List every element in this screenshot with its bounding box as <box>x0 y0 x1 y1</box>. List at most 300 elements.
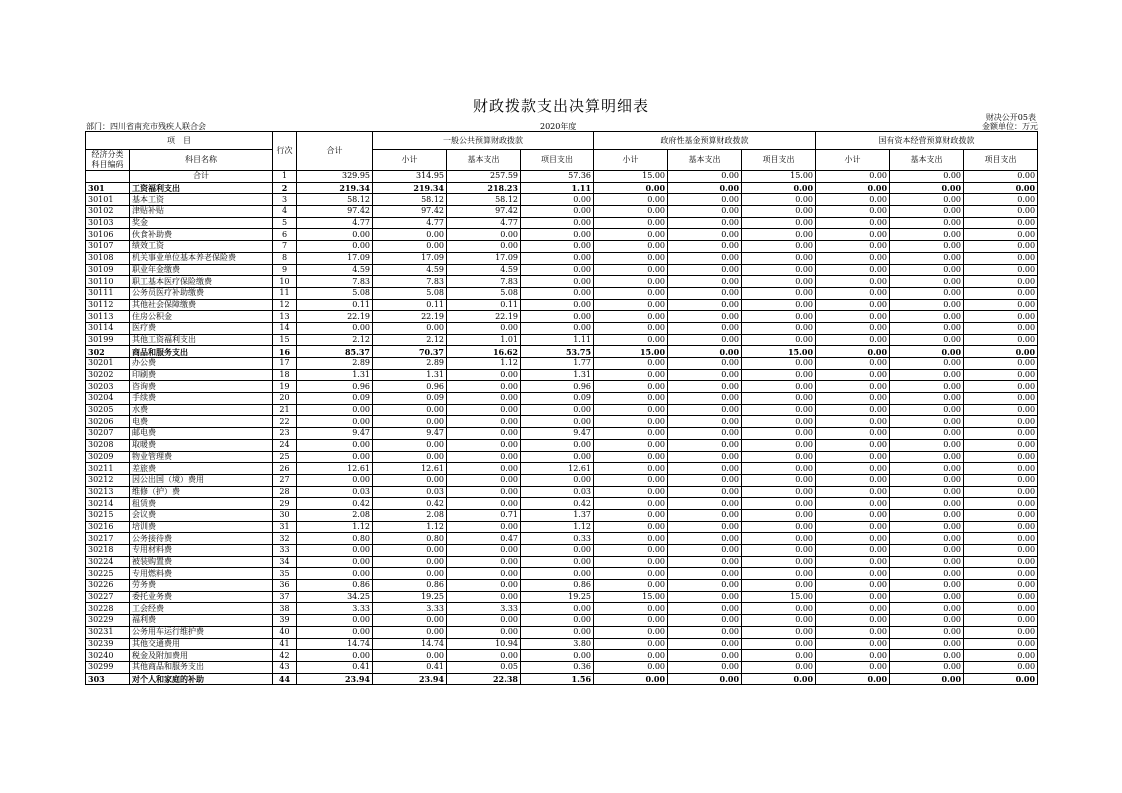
row-value: 0.00 <box>964 287 1038 299</box>
row-value: 0.00 <box>890 334 964 346</box>
row-value: 0.00 <box>447 369 521 381</box>
row-value: 0.00 <box>297 404 373 416</box>
row-value: 0.00 <box>447 591 521 603</box>
row-value: 12.61 <box>521 463 594 475</box>
row-value: 0.00 <box>964 416 1038 428</box>
row-value: 0.00 <box>447 568 521 580</box>
row-code: 30299 <box>86 661 130 673</box>
row-name: 委托业务费 <box>130 591 273 603</box>
header-fund-budget: 政府性基金预算财政拨款 <box>594 132 816 150</box>
row-value: 0.00 <box>742 650 816 662</box>
row-value: 0.00 <box>447 498 521 510</box>
row-value: 0.00 <box>521 217 594 229</box>
row-value: 0.00 <box>964 346 1038 358</box>
row-name: 福利费 <box>130 615 273 627</box>
row-value: 0.00 <box>890 276 964 288</box>
row-value: 17.09 <box>297 252 373 264</box>
row-value: 0.00 <box>964 568 1038 580</box>
row-value: 0.00 <box>890 591 964 603</box>
row-value: 0.00 <box>447 241 521 253</box>
row-value: 0.00 <box>964 439 1038 451</box>
table-row <box>86 474 1038 486</box>
row-value: 0.00 <box>297 568 373 580</box>
row-value: 0.00 <box>594 498 668 510</box>
row-value: 1.12 <box>521 521 594 533</box>
row-name: 工会经费 <box>130 603 273 615</box>
row-value: 97.42 <box>447 206 521 218</box>
row-name: 津贴补贴 <box>130 206 273 218</box>
row-value: 0.00 <box>964 404 1038 416</box>
row-value: 0.00 <box>594 474 668 486</box>
header-fund-subtotal: 小计 <box>594 150 668 171</box>
row-value: 0.00 <box>297 556 373 568</box>
row-name: 因公出国（境）费用 <box>130 474 273 486</box>
row-value: 0.00 <box>521 287 594 299</box>
row-value: 0.00 <box>964 264 1038 276</box>
row-value: 0.00 <box>742 673 816 685</box>
row-value: 16.62 <box>447 346 521 358</box>
row-line: 32 <box>273 533 297 545</box>
row-value: 0.00 <box>297 229 373 241</box>
row-value: 0.00 <box>964 182 1038 194</box>
table-row <box>86 393 1038 405</box>
row-line: 31 <box>273 521 297 533</box>
row-line: 29 <box>273 498 297 510</box>
row-value: 2.89 <box>297 358 373 370</box>
row-value: 1.11 <box>521 182 594 194</box>
row-code: 30204 <box>86 393 130 405</box>
row-value: 4.59 <box>373 264 447 276</box>
row-name: 公务用车运行维护费 <box>130 626 273 638</box>
row-value: 0.00 <box>816 533 890 545</box>
row-value: 0.00 <box>668 556 742 568</box>
row-value: 0.71 <box>447 509 521 521</box>
row-value: 0.00 <box>816 404 890 416</box>
row-value: 0.00 <box>297 416 373 428</box>
header-line: 行次 <box>273 132 297 171</box>
row-value: 0.00 <box>668 171 742 183</box>
row-code: 30205 <box>86 404 130 416</box>
row-value: 0.00 <box>447 545 521 557</box>
row-value: 0.00 <box>668 287 742 299</box>
row-value: 0.00 <box>594 556 668 568</box>
row-value: 0.00 <box>890 509 964 521</box>
row-value: 0.00 <box>668 580 742 592</box>
row-name: 医疗费 <box>130 322 273 334</box>
row-value: 15.00 <box>594 171 668 183</box>
row-code: 30107 <box>86 241 130 253</box>
row-name: 合计 <box>130 171 273 183</box>
row-value: 0.00 <box>668 346 742 358</box>
row-value: 0.00 <box>447 428 521 440</box>
row-value: 0.00 <box>742 381 816 393</box>
row-value: 0.00 <box>594 334 668 346</box>
row-value: 17.09 <box>447 252 521 264</box>
row-value: 0.00 <box>668 486 742 498</box>
table-row <box>86 358 1038 370</box>
row-value: 0.00 <box>890 404 964 416</box>
row-value: 0.00 <box>668 673 742 685</box>
row-value: 0.42 <box>373 498 447 510</box>
row-value: 0.00 <box>668 393 742 405</box>
row-value: 0.00 <box>594 509 668 521</box>
row-line: 17 <box>273 358 297 370</box>
header-row-bottom <box>86 150 1038 171</box>
row-value: 0.00 <box>816 416 890 428</box>
row-value: 0.00 <box>742 521 816 533</box>
row-value: 0.00 <box>816 603 890 615</box>
header-econ-code: 经济分类科目编码 <box>86 150 130 171</box>
row-value: 0.00 <box>521 451 594 463</box>
row-value: 0.86 <box>521 580 594 592</box>
row-value: 0.47 <box>447 533 521 545</box>
row-line: 42 <box>273 650 297 662</box>
row-value: 0.00 <box>890 603 964 615</box>
row-value: 22.19 <box>297 311 373 323</box>
row-value: 0.00 <box>964 521 1038 533</box>
row-line: 6 <box>273 229 297 241</box>
row-value: 0.00 <box>816 299 890 311</box>
row-value: 218.23 <box>447 182 521 194</box>
row-value: 0.00 <box>890 381 964 393</box>
row-value: 0.00 <box>668 591 742 603</box>
table-row <box>86 545 1038 557</box>
row-value: 0.00 <box>594 661 668 673</box>
row-value: 0.00 <box>297 451 373 463</box>
row-value: 0.00 <box>890 299 964 311</box>
row-value: 0.00 <box>373 568 447 580</box>
row-value: 0.00 <box>447 439 521 451</box>
row-value: 219.34 <box>297 182 373 194</box>
row-value: 19.25 <box>373 591 447 603</box>
row-value: 0.00 <box>890 533 964 545</box>
row-value: 0.00 <box>447 556 521 568</box>
row-code: 30215 <box>86 509 130 521</box>
row-value: 0.00 <box>373 451 447 463</box>
row-value: 0.00 <box>668 463 742 475</box>
row-value: 0.00 <box>668 416 742 428</box>
row-value: 0.00 <box>297 626 373 638</box>
row-value: 0.00 <box>447 451 521 463</box>
row-value: 0.00 <box>964 509 1038 521</box>
row-code: 30226 <box>86 580 130 592</box>
row-value: 0.00 <box>742 661 816 673</box>
row-value: 23.94 <box>297 673 373 685</box>
row-value: 0.41 <box>297 661 373 673</box>
row-value: 0.00 <box>594 463 668 475</box>
row-value: 0.00 <box>890 194 964 206</box>
row-code: 30209 <box>86 451 130 463</box>
table-row <box>86 264 1038 276</box>
row-value: 14.74 <box>297 638 373 650</box>
row-code: 30103 <box>86 217 130 229</box>
row-value: 0.00 <box>668 533 742 545</box>
row-value: 0.96 <box>521 381 594 393</box>
row-value: 0.00 <box>668 568 742 580</box>
table-row <box>86 322 1038 334</box>
row-value: 0.11 <box>373 299 447 311</box>
row-value: 14.74 <box>373 638 447 650</box>
row-value: 1.12 <box>373 521 447 533</box>
row-value: 0.00 <box>373 416 447 428</box>
row-value: 0.00 <box>742 416 816 428</box>
row-value: 9.47 <box>297 428 373 440</box>
row-value: 0.00 <box>447 404 521 416</box>
row-value: 314.95 <box>373 171 447 183</box>
table-row <box>86 615 1038 627</box>
row-line: 21 <box>273 404 297 416</box>
row-value: 0.00 <box>447 486 521 498</box>
row-line: 43 <box>273 661 297 673</box>
row-value: 0.00 <box>816 194 890 206</box>
row-value: 0.00 <box>668 252 742 264</box>
row-value: 7.83 <box>447 276 521 288</box>
row-value: 4.77 <box>447 217 521 229</box>
row-value: 0.00 <box>816 393 890 405</box>
row-line: 24 <box>273 439 297 451</box>
row-value: 0.00 <box>816 580 890 592</box>
row-value: 0.05 <box>447 661 521 673</box>
table-row <box>86 276 1038 288</box>
row-value: 0.00 <box>668 638 742 650</box>
row-value: 0.00 <box>964 428 1038 440</box>
row-value: 0.00 <box>742 299 816 311</box>
row-value: 0.00 <box>594 369 668 381</box>
row-value: 0.00 <box>594 416 668 428</box>
row-code: 301 <box>86 182 130 194</box>
row-line: 39 <box>273 615 297 627</box>
table-body <box>86 171 1038 685</box>
year-label: 2020年度 <box>540 122 577 131</box>
header-state-subtotal: 小计 <box>816 150 890 171</box>
header-general-subtotal: 小计 <box>373 150 447 171</box>
row-value: 0.00 <box>668 194 742 206</box>
row-line: 13 <box>273 311 297 323</box>
row-value: 0.00 <box>594 428 668 440</box>
row-value: 0.00 <box>742 428 816 440</box>
row-value: 0.00 <box>890 311 964 323</box>
row-value: 0.80 <box>297 533 373 545</box>
row-name: 培训费 <box>130 521 273 533</box>
row-value: 0.00 <box>447 381 521 393</box>
table-row <box>86 451 1038 463</box>
row-value: 0.00 <box>742 439 816 451</box>
row-code: 30227 <box>86 591 130 603</box>
row-value: 1.37 <box>521 509 594 521</box>
row-value: 0.00 <box>890 346 964 358</box>
row-value: 58.12 <box>447 194 521 206</box>
row-value: 0.36 <box>521 661 594 673</box>
row-value: 0.00 <box>964 498 1038 510</box>
row-code: 30240 <box>86 650 130 662</box>
row-value: 0.00 <box>594 311 668 323</box>
row-value: 1.31 <box>373 369 447 381</box>
row-value: 0.00 <box>668 264 742 276</box>
row-value: 15.00 <box>742 591 816 603</box>
row-value: 0.00 <box>594 568 668 580</box>
row-value: 0.00 <box>742 322 816 334</box>
row-value: 0.00 <box>816 556 890 568</box>
row-value: 0.00 <box>964 276 1038 288</box>
row-code: 30211 <box>86 463 130 475</box>
row-code: 30224 <box>86 556 130 568</box>
row-value: 0.00 <box>742 194 816 206</box>
row-value: 0.00 <box>447 650 521 662</box>
row-value: 0.00 <box>816 276 890 288</box>
row-value: 0.00 <box>816 229 890 241</box>
row-value: 0.00 <box>594 252 668 264</box>
row-value: 0.00 <box>964 580 1038 592</box>
table-row <box>86 591 1038 603</box>
row-value: 0.00 <box>594 638 668 650</box>
row-value: 0.00 <box>742 358 816 370</box>
row-line: 3 <box>273 194 297 206</box>
row-line: 14 <box>273 322 297 334</box>
row-value: 0.00 <box>742 217 816 229</box>
row-value: 2.12 <box>373 334 447 346</box>
row-value: 0.00 <box>742 311 816 323</box>
row-value: 0.00 <box>890 615 964 627</box>
row-value: 0.00 <box>668 182 742 194</box>
row-value: 23.94 <box>373 673 447 685</box>
row-line: 30 <box>273 509 297 521</box>
row-value: 58.12 <box>373 194 447 206</box>
row-value: 0.00 <box>373 241 447 253</box>
row-value: 0.00 <box>890 650 964 662</box>
row-name: 机关事业单位基本养老保险费 <box>130 252 273 264</box>
row-code: 302 <box>86 346 130 358</box>
row-value: 0.00 <box>816 334 890 346</box>
row-value: 0.00 <box>964 638 1038 650</box>
row-value: 0.00 <box>964 194 1038 206</box>
table-row <box>86 241 1038 253</box>
row-name: 其他商品和服务支出 <box>130 661 273 673</box>
row-value: 0.00 <box>816 322 890 334</box>
row-line: 10 <box>273 276 297 288</box>
row-value: 97.42 <box>297 206 373 218</box>
row-line: 38 <box>273 603 297 615</box>
row-name: 差旅费 <box>130 463 273 475</box>
row-value: 0.00 <box>964 463 1038 475</box>
row-value: 17.09 <box>373 252 447 264</box>
row-value: 0.00 <box>816 206 890 218</box>
row-value: 0.00 <box>742 252 816 264</box>
row-value: 0.00 <box>816 171 890 183</box>
row-code: 30239 <box>86 638 130 650</box>
row-value: 0.00 <box>890 287 964 299</box>
row-code: 30111 <box>86 287 130 299</box>
row-value: 0.00 <box>964 486 1038 498</box>
row-code <box>86 171 130 183</box>
row-value: 0.00 <box>668 217 742 229</box>
row-value: 0.00 <box>668 603 742 615</box>
row-name: 会议费 <box>130 509 273 521</box>
row-value: 7.83 <box>297 276 373 288</box>
row-value: 0.00 <box>297 650 373 662</box>
row-code: 30203 <box>86 381 130 393</box>
row-value: 0.00 <box>521 439 594 451</box>
row-value: 0.00 <box>890 229 964 241</box>
row-line: 2 <box>273 182 297 194</box>
row-value: 0.00 <box>594 358 668 370</box>
row-value: 0.00 <box>816 626 890 638</box>
row-value: 0.00 <box>890 451 964 463</box>
row-value: 0.00 <box>594 580 668 592</box>
row-value: 4.59 <box>447 264 521 276</box>
table-row <box>86 521 1038 533</box>
row-value: 12.61 <box>297 463 373 475</box>
row-value: 0.00 <box>594 381 668 393</box>
row-value: 0.42 <box>521 498 594 510</box>
row-value: 0.00 <box>594 626 668 638</box>
row-value: 0.00 <box>890 322 964 334</box>
row-value: 0.00 <box>668 509 742 521</box>
table-row <box>86 580 1038 592</box>
row-code: 30207 <box>86 428 130 440</box>
row-code: 303 <box>86 673 130 685</box>
table-row <box>86 334 1038 346</box>
table-row <box>86 638 1038 650</box>
table-row <box>86 650 1038 662</box>
page-title: 财政拨款支出决算明细表 <box>472 97 649 115</box>
row-value: 0.00 <box>668 311 742 323</box>
row-value: 0.00 <box>521 206 594 218</box>
row-value: 0.00 <box>668 334 742 346</box>
row-value: 0.00 <box>297 241 373 253</box>
row-value: 0.00 <box>816 381 890 393</box>
row-name: 其他工资福利支出 <box>130 334 273 346</box>
row-value: 0.00 <box>816 509 890 521</box>
row-value: 0.00 <box>964 206 1038 218</box>
row-value: 0.00 <box>964 381 1038 393</box>
row-value: 0.00 <box>742 580 816 592</box>
row-value: 0.00 <box>742 498 816 510</box>
row-value: 57.36 <box>521 171 594 183</box>
row-code: 30102 <box>86 206 130 218</box>
row-value: 0.00 <box>816 358 890 370</box>
row-value: 0.00 <box>964 603 1038 615</box>
row-value: 70.37 <box>373 346 447 358</box>
row-line: 27 <box>273 474 297 486</box>
row-value: 0.00 <box>742 451 816 463</box>
row-value: 0.00 <box>890 428 964 440</box>
row-value: 0.00 <box>816 252 890 264</box>
row-value: 0.00 <box>742 463 816 475</box>
row-name: 印刷费 <box>130 369 273 381</box>
row-line: 15 <box>273 334 297 346</box>
row-value: 97.42 <box>373 206 447 218</box>
row-value: 0.00 <box>964 661 1038 673</box>
row-value: 0.00 <box>594 439 668 451</box>
table-row <box>86 287 1038 299</box>
row-value: 0.00 <box>964 673 1038 685</box>
row-line: 7 <box>273 241 297 253</box>
row-value: 0.00 <box>742 182 816 194</box>
row-name: 办公费 <box>130 358 273 370</box>
row-value: 0.00 <box>668 206 742 218</box>
row-line: 44 <box>273 673 297 685</box>
row-value: 0.00 <box>521 626 594 638</box>
row-code: 30217 <box>86 533 130 545</box>
row-value: 0.00 <box>668 241 742 253</box>
row-value: 0.00 <box>668 521 742 533</box>
row-value: 0.00 <box>594 393 668 405</box>
header-state-basic: 基本支出 <box>890 150 964 171</box>
row-value: 0.00 <box>816 287 890 299</box>
table-row <box>86 252 1038 264</box>
row-value: 15.00 <box>594 591 668 603</box>
row-value: 1.01 <box>447 334 521 346</box>
